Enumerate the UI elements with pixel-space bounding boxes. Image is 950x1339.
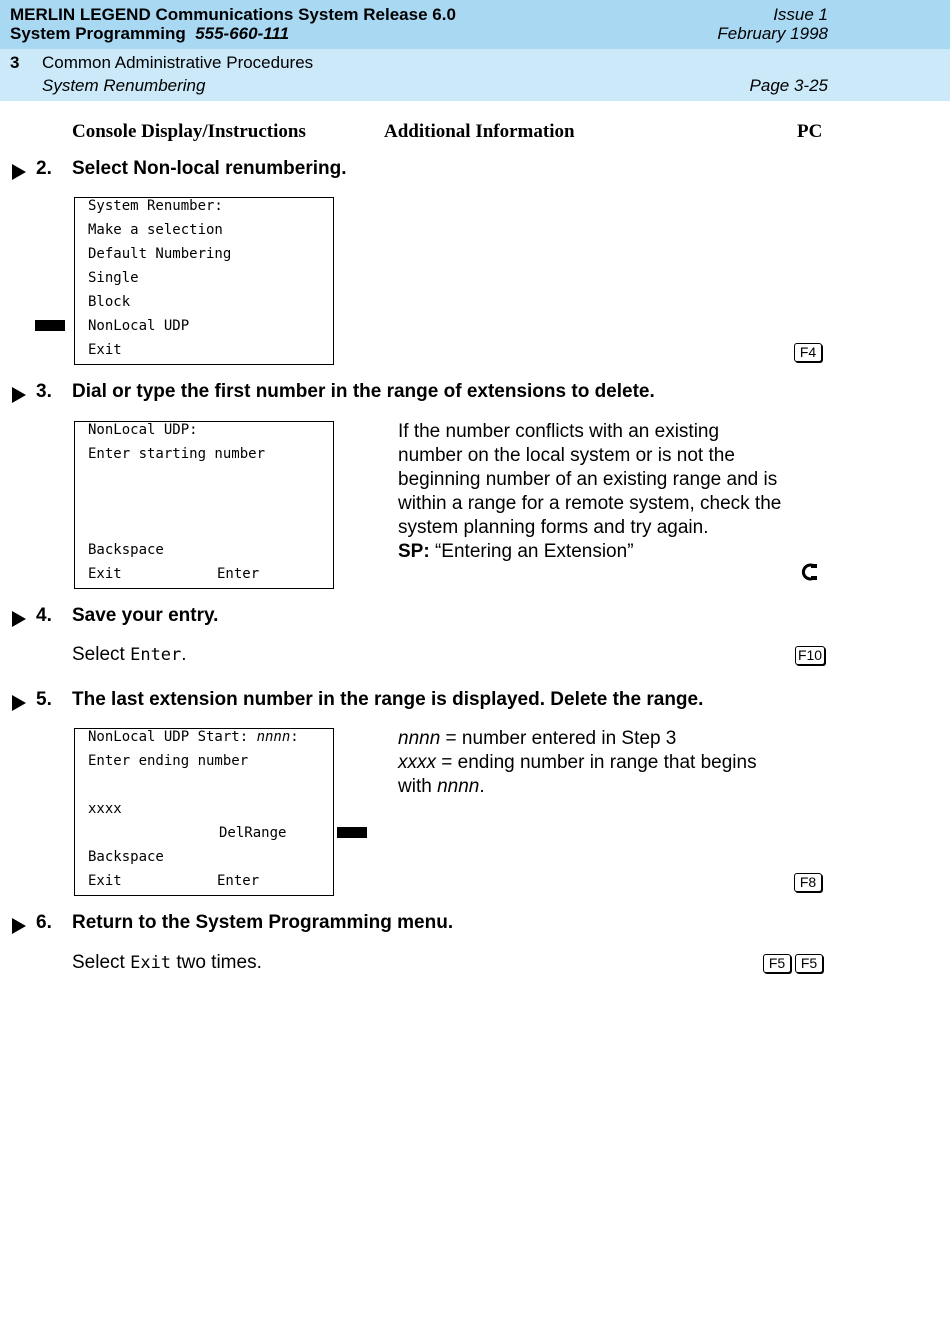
display-option[interactable]: NonLocal UDP: [88, 318, 190, 334]
selection-marker: [35, 320, 65, 331]
column-heading-console: Console Display/Instructions: [72, 121, 306, 142]
function-key-f5[interactable]: F5: [763, 954, 791, 973]
function-key-f10[interactable]: F10: [795, 646, 825, 665]
step-number: 3.: [36, 381, 52, 402]
function-key-f8[interactable]: F8: [794, 873, 822, 892]
step-number: 6.: [36, 912, 52, 933]
column-heading-pc: PC: [797, 121, 823, 142]
step-instruction: Select Enter.: [72, 644, 187, 665]
step-instruction: Select Exit two times.: [72, 952, 262, 973]
display-line: NonLocal UDP:: [88, 422, 198, 438]
step-number: 2.: [36, 158, 52, 179]
display-option[interactable]: Enter: [217, 873, 260, 889]
display-line: System Renumber:: [88, 198, 223, 214]
step-arrow-icon: [12, 164, 26, 180]
step-arrow-icon: [12, 387, 26, 403]
step-number: 5.: [36, 689, 52, 710]
step-heading: Dial or type the first number in the range of extensions to delete.: [72, 381, 655, 402]
display-line: Enter ending number: [88, 753, 249, 769]
step-arrow-icon: [12, 695, 26, 711]
step-heading: Save your entry.: [72, 605, 219, 626]
display-option[interactable]: Exit: [88, 342, 122, 358]
chapter-title: Common Administrative Procedures: [42, 53, 314, 72]
console-display: [74, 197, 334, 365]
display-option[interactable]: Exit: [88, 566, 122, 582]
section-title: System Renumbering: [42, 76, 206, 95]
display-option[interactable]: Backspace: [88, 542, 164, 558]
display-option[interactable]: Single: [88, 270, 139, 286]
additional-info: If the number conflicts with an existing number on the local system or is not the beginning number of an existing range and is within a range for a remote system, check the system planning forms and try again. SP: “Entering an Extension”: [398, 421, 782, 562]
phone-handset-icon: [799, 562, 819, 582]
step-arrow-icon: [12, 611, 26, 627]
display-option[interactable]: Enter: [217, 566, 260, 582]
display-line: Make a selection: [88, 222, 223, 238]
column-heading-additional: Additional Information: [384, 121, 575, 142]
header-bar: [0, 0, 950, 49]
display-option[interactable]: Default Numbering: [88, 246, 232, 262]
display-option[interactable]: Block: [88, 294, 131, 310]
step-number: 4.: [36, 605, 52, 626]
function-key-f5[interactable]: F5: [795, 954, 823, 973]
chapter-bar: [0, 49, 950, 101]
step-heading: Return to the System Programming menu.: [72, 912, 454, 933]
additional-info: nnnn = number entered in Step 3 xxxx = ending number in range that begins with nnnn.: [398, 728, 757, 797]
function-key-f4[interactable]: F4: [794, 343, 822, 362]
document-subtitle: System Programming 555-660-111: [10, 24, 290, 43]
display-line: Enter starting number: [88, 446, 266, 462]
display-option[interactable]: DelRange: [219, 825, 287, 841]
step-heading: Select Non-local renumbering.: [72, 158, 347, 179]
document-title: MERLIN LEGEND Communications System Release 6.0: [10, 5, 456, 24]
issue-date: February 1998: [717, 24, 828, 43]
issue-label: Issue 1: [773, 5, 828, 24]
display-line: NonLocal UDP Start: nnnn:: [88, 729, 299, 745]
display-line: xxxx: [88, 801, 122, 817]
step-heading: The last extension number in the range is displayed. Delete the range.: [72, 689, 704, 710]
display-option[interactable]: Backspace: [88, 849, 164, 865]
step-arrow-icon: [12, 918, 26, 934]
console-display: [74, 421, 334, 589]
chapter-number: 3: [10, 53, 20, 72]
page-number: Page 3-25: [749, 76, 828, 95]
selection-marker: [337, 827, 367, 838]
console-display: [74, 728, 334, 896]
display-option[interactable]: Exit: [88, 873, 122, 889]
